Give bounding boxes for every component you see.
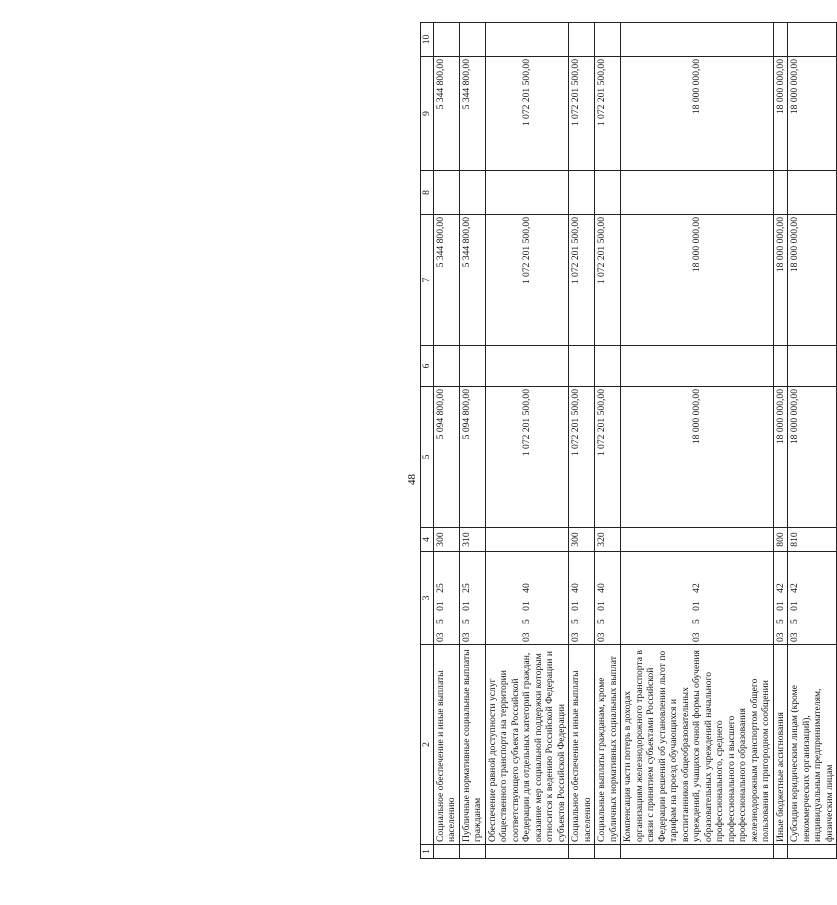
col6-cell (595, 346, 621, 387)
column-number: 6 (421, 346, 434, 387)
amount-col9-cell: 5 344 800,00 (459, 57, 485, 171)
col10-cell (459, 23, 485, 57)
column-number: 8 (421, 171, 434, 215)
row-name-cell: Обеспечение равной доступности услуг общественного транспорта на территории соответствующего субъекта Российской Федерации для отдельных категорий граждан, оказание мер социальной поддержки которым относится к ведению Российской Федерации и субъектов Российской Федерации (485, 645, 569, 845)
column-number: 4 (421, 528, 434, 552)
table-row (621, 23, 774, 859)
amount-col5-cell: 18 000 000,00 (773, 387, 788, 528)
amount-col7-cell: 5 344 800,00 (459, 215, 485, 346)
col10-cell (621, 23, 774, 57)
col6-cell (485, 346, 569, 387)
classification-code-cell: 03 5 01 40 (485, 552, 569, 645)
column-number: 2 (421, 645, 434, 845)
col10-cell (485, 23, 569, 57)
table-row (485, 23, 569, 859)
row-name-cell: Субсидии юридическим лицам (кроме некоммерческих организаций), индивидуальным предпринимателям, физическим лицам (788, 645, 837, 845)
amount-col5-cell: 18 000 000,00 (621, 387, 774, 528)
col8-cell (485, 171, 569, 215)
classification-code-cell: 03 5 01 40 (595, 552, 621, 645)
expense-type-cell: 300 (433, 528, 459, 552)
amount-col9-cell: 1 072 201 500,00 (485, 57, 569, 171)
expense-type-cell: 810 (788, 528, 837, 552)
expense-type-cell: 800 (773, 528, 788, 552)
col10-cell (773, 23, 788, 57)
col10-cell (788, 23, 837, 57)
table-row (773, 23, 788, 859)
amount-col5-cell: 5 094 800,00 (433, 387, 459, 528)
col6-cell (773, 346, 788, 387)
amount-col5-cell: 18 000 000,00 (788, 387, 837, 528)
row-index-cell (433, 845, 459, 859)
expense-type-cell (621, 528, 774, 552)
col10-cell (433, 23, 459, 57)
row-index-cell (569, 845, 595, 859)
amount-col5-cell: 1 072 201 500,00 (595, 387, 621, 528)
column-number: 9 (421, 57, 434, 171)
amount-col7-cell: 1 072 201 500,00 (569, 215, 595, 346)
classification-code-cell: 03 5 01 42 (621, 552, 774, 645)
classification-code-cell: 03 5 01 25 (459, 552, 485, 645)
col6-cell (621, 346, 774, 387)
classification-code-cell: 03 5 01 42 (788, 552, 837, 645)
amount-col7-cell: 18 000 000,00 (773, 215, 788, 346)
amount-col7-cell: 18 000 000,00 (621, 215, 774, 346)
col8-cell (569, 171, 595, 215)
row-name-cell: Социальное обеспечение и иные выплаты населению (569, 645, 595, 845)
expense-type-cell (485, 528, 569, 552)
column-number: 5 (421, 387, 434, 528)
table-body (421, 23, 837, 859)
row-index-cell (788, 845, 837, 859)
column-number: 3 (421, 552, 434, 645)
classification-code-cell: 03 5 01 40 (569, 552, 595, 645)
classification-code-cell: 03 5 01 25 (433, 552, 459, 645)
amount-col9-cell: 18 000 000,00 (788, 57, 837, 171)
table-row (788, 23, 837, 859)
col8-cell (621, 171, 774, 215)
row-index-cell (459, 845, 485, 859)
column-number: 10 (421, 23, 434, 57)
col6-cell (788, 346, 837, 387)
col6-cell (433, 346, 459, 387)
amount-col5-cell: 1 072 201 500,00 (569, 387, 595, 528)
row-name-cell: Социальные выплаты гражданам, кроме публичных нормативных социальных выплат (595, 645, 621, 845)
row-index-cell (773, 845, 788, 859)
amount-col9-cell: 1 072 201 500,00 (569, 57, 595, 171)
col8-cell (433, 171, 459, 215)
col8-cell (595, 171, 621, 215)
row-index-cell (485, 845, 569, 859)
col10-cell (595, 23, 621, 57)
table-row (569, 23, 595, 859)
amount-col9-cell: 18 000 000,00 (773, 57, 788, 171)
row-name-cell: Публичные нормативные социальные выплаты гражданам (459, 645, 485, 845)
amount-col7-cell: 5 344 800,00 (433, 215, 459, 346)
amount-col5-cell: 5 094 800,00 (459, 387, 485, 528)
amount-col7-cell: 18 000 000,00 (788, 215, 837, 346)
col8-cell (788, 171, 837, 215)
page-number: 48 (406, 474, 418, 485)
amount-col7-cell: 1 072 201 500,00 (485, 215, 569, 346)
table-row (595, 23, 621, 859)
table-row (459, 23, 485, 859)
column-number: 1 (421, 845, 434, 859)
amount-col9-cell: 5 344 800,00 (433, 57, 459, 171)
row-name-cell: Иные бюджетные ассигнования (773, 645, 788, 845)
classification-code-cell: 03 5 01 42 (773, 552, 788, 645)
row-name-cell: Социальное обеспечение и иные выплаты населению (433, 645, 459, 845)
table-row (433, 23, 459, 859)
column-number-row (421, 23, 434, 859)
col6-cell (459, 346, 485, 387)
amount-col5-cell: 1 072 201 500,00 (485, 387, 569, 528)
budget-table (420, 22, 837, 859)
amount-col7-cell: 1 072 201 500,00 (595, 215, 621, 346)
column-number: 7 (421, 215, 434, 346)
col8-cell (459, 171, 485, 215)
row-index-cell (621, 845, 774, 859)
col8-cell (773, 171, 788, 215)
amount-col9-cell: 1 072 201 500,00 (595, 57, 621, 171)
expense-type-cell: 310 (459, 528, 485, 552)
col6-cell (569, 346, 595, 387)
amount-col9-cell: 18 000 000,00 (621, 57, 774, 171)
row-name-cell: Компенсация части потерь в доходах организациям железнодорожного транспорта в связи с принятием субъектами Российской Федерации решений об установлении льгот по тарифам на проезд обучающихся и воспитанников общеобразовательных учреждений, учащихся очной формы обучения образовательных учреждений начального профессионального, среднего профессионального и высшего профессионального образования железнодорожным транспортом общего пользования в пригородном сообщении (621, 645, 774, 845)
row-index-cell (595, 845, 621, 859)
col10-cell (569, 23, 595, 57)
expense-type-cell: 320 (595, 528, 621, 552)
expense-type-cell: 300 (569, 528, 595, 552)
